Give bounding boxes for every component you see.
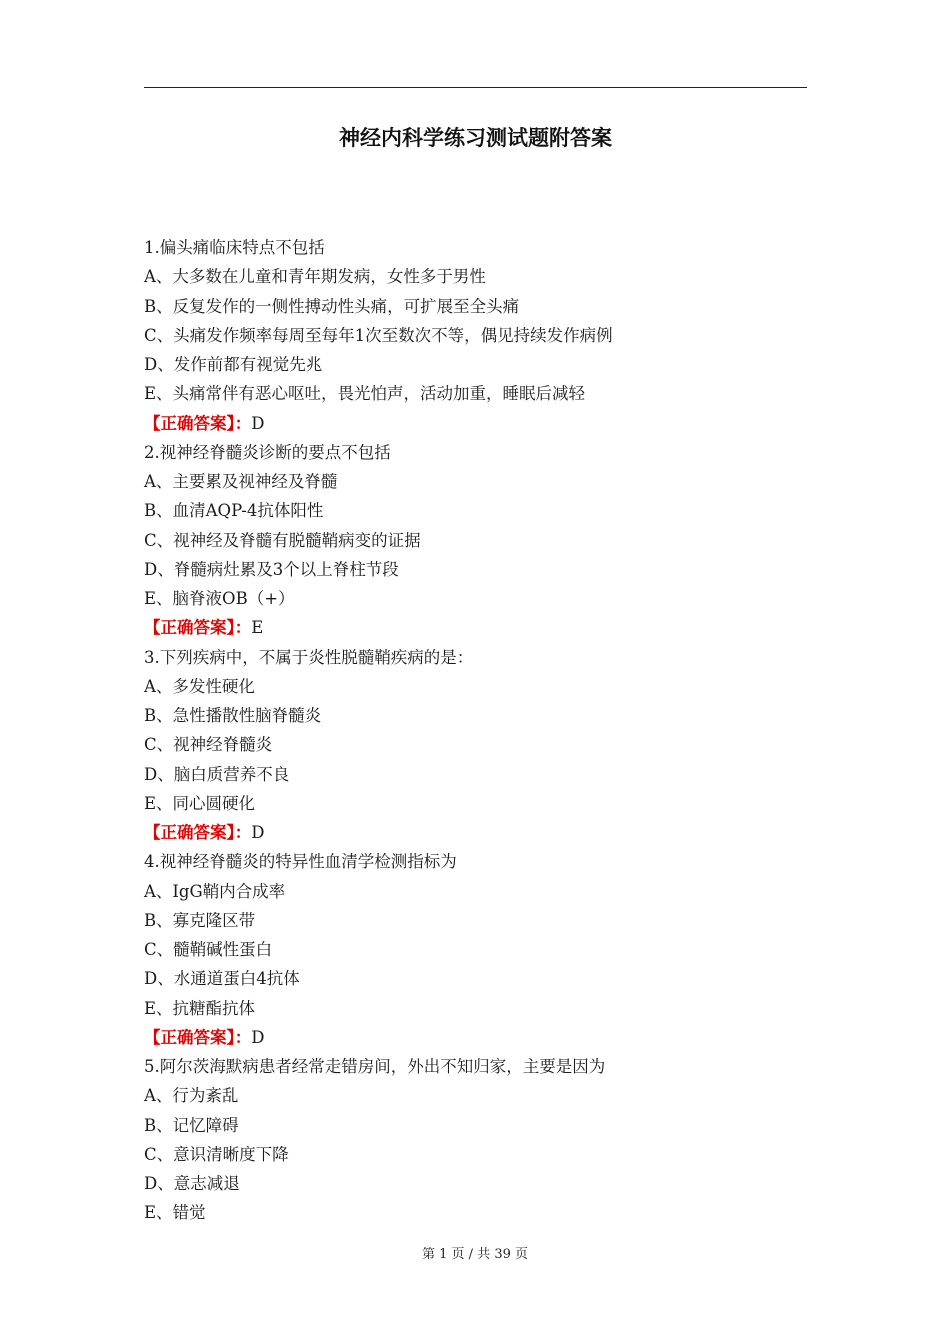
answer-label: 【正确答案】：	[144, 618, 252, 638]
option-a: A、大多数在儿童和青年期发病，女性多于男性	[144, 267, 486, 287]
question-list	[144, 233, 807, 1228]
option-e: E、头痛常伴有恶心呕吐，畏光怕声，活动加重，睡眠后减轻	[144, 384, 586, 404]
answer-line	[144, 818, 807, 847]
option-b: B、寡克隆区带	[144, 910, 256, 930]
question-stem: 3.下列疾病中，不属于炎性脱髓鞘疾病的是：	[144, 647, 474, 667]
answer-value: D	[251, 823, 265, 842]
option-c: C、头痛发作频率每周至每年1次至数次不等，偶见持续发作病例	[144, 325, 613, 345]
option-e: E、脑脊液OB（+）	[144, 589, 295, 608]
option-a: A、主要累及视神经及脊髓	[144, 472, 338, 491]
option-a: A、行为紊乱	[144, 1086, 239, 1106]
option-d: D、脑白质营养不良	[144, 764, 290, 784]
document-title: 神经内科学练习测试题附答案	[339, 126, 612, 150]
answer-value: D	[251, 1027, 265, 1047]
option-b: B、血清AQP-4抗体阳性	[144, 501, 324, 521]
answer-label: 【正确答案】：	[144, 1027, 252, 1047]
answer-label: 【正确答案】：	[144, 823, 252, 842]
option-a: A、多发性硬化	[144, 676, 255, 696]
answer-value: E	[251, 618, 264, 638]
option-d: D、发作前都有视觉先兆	[144, 355, 323, 374]
option-c: C、意识清晰度下降	[144, 1144, 289, 1164]
option-d: D、脊髓病灶累及3个以上脊柱节段	[144, 559, 399, 579]
option-c: C、视神经及脊髓有脱髓鞘病变的证据	[144, 530, 421, 550]
question-stem: 2.视神经脊髓炎诊断的要点不包括	[144, 442, 391, 462]
option-b: B、反复发作的一侧性搏动性头痛，可扩展至全头痛	[144, 296, 520, 316]
answer-value: D	[251, 413, 265, 433]
option-e: E、错觉	[144, 1203, 206, 1223]
option-a: A、IgG鞘内合成率	[144, 881, 286, 901]
answer-line	[144, 1023, 807, 1052]
option-e: E、抗糖酯抗体	[144, 998, 256, 1018]
option-e: E、同心圆硬化	[144, 793, 256, 813]
answer-line	[144, 409, 807, 438]
question-stem: 5.阿尔茨海默病患者经常走错房间，外出不知归家，主要是因为	[144, 1057, 606, 1076]
option-b: B、急性播散性脑脊髓炎	[144, 706, 322, 725]
answer-line	[144, 613, 807, 642]
question-stem: 1.偏头痛临床特点不包括	[144, 238, 325, 257]
option-d: D、意志减退	[144, 1174, 240, 1193]
answer-label: 【正确答案】：	[144, 413, 252, 433]
page-number: 第 1 页 / 共 39 页	[422, 1247, 528, 1262]
option-c: C、髓鞘碱性蛋白	[144, 940, 273, 959]
option-c: C、视神经脊髓炎	[144, 735, 273, 755]
header-rule	[144, 87, 807, 88]
option-d: D、水通道蛋白4抗体	[144, 969, 300, 989]
option-b: B、记忆障碍	[144, 1115, 239, 1135]
question-stem: 4.视神经脊髓炎的特异性血清学检测指标为	[144, 852, 457, 872]
